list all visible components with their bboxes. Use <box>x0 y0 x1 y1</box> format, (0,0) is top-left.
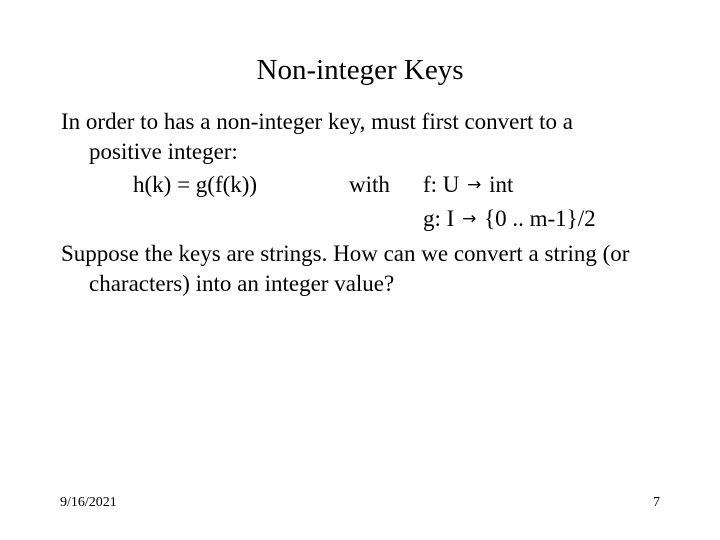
paragraph-1-line-1: In order to has a non-integer key, must first convert to a <box>61 109 574 134</box>
formula-g-suffix: {0 .. m-1}/2 <box>484 206 596 231</box>
formula-g-prefix: g: I <box>423 206 455 231</box>
formula-h: h(k) = g(f(k)) <box>133 172 258 197</box>
formula-g <box>423 205 596 235</box>
paragraph-1-line-2: positive integer: <box>89 139 238 164</box>
formula-f-suffix: int <box>489 172 514 197</box>
formula-f <box>423 171 513 201</box>
paragraph-2-line-2: characters) into an integer value? <box>89 271 395 296</box>
formula-with: with <box>349 172 390 197</box>
right-arrow-icon: → <box>462 209 477 229</box>
slide-title: Non-integer Keys <box>256 54 464 86</box>
footer-date: 9/16/2021 <box>60 495 117 510</box>
right-arrow-icon: → <box>467 175 482 195</box>
formula-f-prefix: f: U <box>423 172 460 197</box>
paragraph-2-line-1: Suppose the keys are strings. How can we convert a string (or <box>61 241 630 266</box>
footer-page-number: 7 <box>653 495 660 510</box>
